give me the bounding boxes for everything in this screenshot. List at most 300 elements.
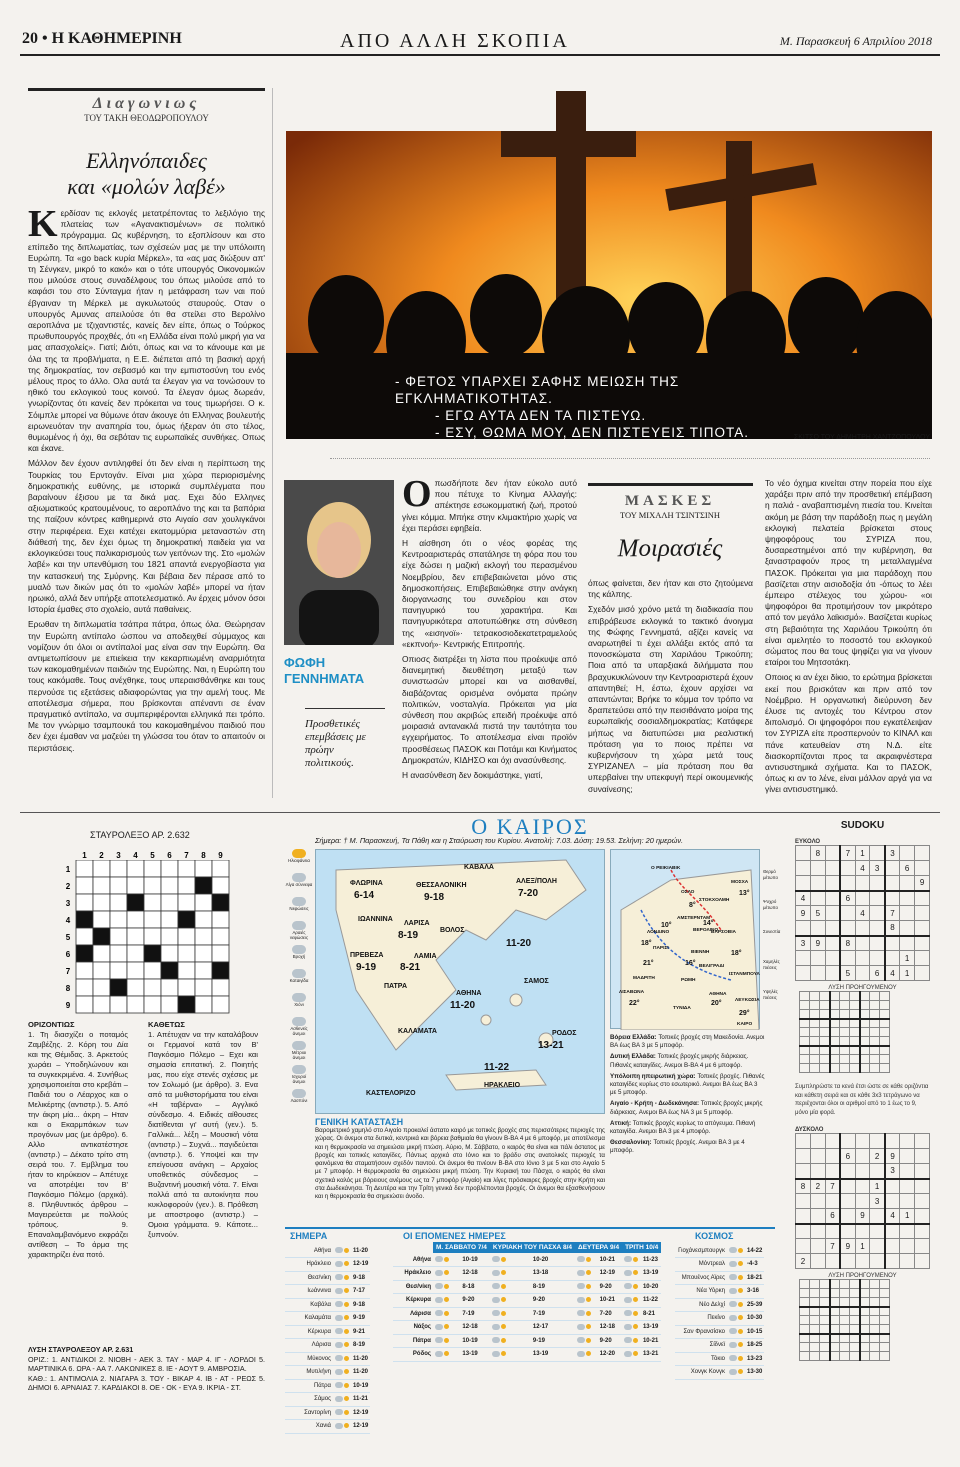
sudoku-cell[interactable] — [870, 1239, 885, 1254]
sudoku-cell[interactable] — [855, 936, 870, 951]
sudoku-cell[interactable] — [900, 876, 915, 891]
crossword-cell[interactable] — [161, 877, 178, 894]
temperature-range: 3-16 — [745, 1285, 764, 1299]
sudoku-cell[interactable]: 6 — [900, 861, 915, 876]
crossword-cell[interactable] — [144, 911, 161, 928]
masks-paragraph: Το νέο όχημα κινείται στην πορεία που είχε χαράξει πριν από την προσθετική επέμβαση η παλιά - αναβαπτισμένη πιεσία του. Κινείται ακόμη με βάση την παράδοξη πως η μεγάλη εκλογική πελατεία βρίσκεται στους ψηφοφόρους του ΣΥΡΙΖΑ που, δυσαρεστημένοι από την κυβέρνηση, θα ξαναστραφούν προς τη μεταλλαγμένα ΠΑΣΟΚ. Πρόκειται για μια παράδοχη που βασίζεται στην αισιοδοξία ότι -όπως το λέει έμπειρο στέλεχος του χώρου- «οι ψηφοφόροι θα προτιμήσουν τον μικρότερο από τον μεγάλο λαϊκισμό». Βασίζεται κυρίως στη βεβαιότητα της Χαριλάου Τρικούπη ότι είναι αμελητέο το ποσοστό του εκλογικού σώματος που θα τους ψηφίζει για να γίνουν εταίροι του Μητσοτάκη. — [765, 478, 932, 668]
sudoku-cell[interactable]: 8 — [885, 921, 900, 936]
crossword-cell[interactable] — [178, 894, 195, 911]
temperature-range: 10-21 — [598, 1253, 622, 1267]
sudoku-cell[interactable] — [855, 1179, 870, 1194]
cloud-icon — [335, 1301, 343, 1307]
sudoku-cell[interactable] — [900, 1179, 915, 1194]
sudoku-cell[interactable] — [796, 1134, 811, 1149]
sudoku-cell[interactable] — [885, 1239, 900, 1254]
sudoku-cell[interactable] — [900, 1239, 915, 1254]
sudoku-cell[interactable] — [855, 876, 870, 891]
sudoku-cell[interactable] — [810, 1164, 825, 1179]
sudoku-cell[interactable] — [810, 891, 825, 906]
front-legend-label: Ψυχρό μέτωπο — [763, 899, 778, 910]
crossword-cell[interactable] — [212, 928, 229, 945]
crossword-cell[interactable] — [161, 894, 178, 911]
sudoku-cell[interactable] — [870, 1164, 885, 1179]
sudoku-cell[interactable]: 5 — [810, 906, 825, 921]
crossword-cell[interactable] — [195, 894, 212, 911]
crossword-cell[interactable] — [212, 945, 229, 962]
crossword-cell[interactable] — [178, 962, 195, 979]
sudoku-cell[interactable]: 8 — [810, 846, 825, 861]
crossword-cell[interactable] — [76, 979, 93, 996]
crossword-cell[interactable] — [178, 860, 195, 877]
sudoku-cell[interactable]: 4 — [855, 861, 870, 876]
sudoku-cell[interactable] — [825, 846, 840, 861]
cloud-icon — [624, 1297, 632, 1303]
sudoku-cell[interactable] — [825, 906, 840, 921]
sudoku-cell[interactable] — [885, 1194, 900, 1209]
crossword-cell[interactable] — [93, 894, 110, 911]
sudoku-cell[interactable] — [825, 1194, 840, 1209]
sudoku-cell[interactable]: 6 — [825, 1209, 840, 1224]
sudoku-cell[interactable] — [915, 1164, 930, 1179]
sudoku-cell[interactable] — [855, 1194, 870, 1209]
crossword-cell[interactable] — [93, 979, 110, 996]
sudoku-cell[interactable] — [840, 1179, 855, 1194]
temperature-range: 7-19 — [531, 1307, 575, 1321]
crossword-cell[interactable] — [110, 911, 127, 928]
sudoku-cell[interactable] — [840, 1224, 855, 1239]
crossword-cell[interactable] — [110, 945, 127, 962]
crossword-cell[interactable] — [178, 928, 195, 945]
sudoku-cell[interactable] — [900, 906, 915, 921]
city-name: Καλαμάτα — [285, 1312, 333, 1326]
crossword-cell[interactable] — [161, 911, 178, 928]
sudoku-cell — [850, 992, 860, 1001]
crossword-cell[interactable] — [178, 945, 195, 962]
sudoku-cell[interactable] — [840, 876, 855, 891]
sudoku-cell[interactable] — [825, 921, 840, 936]
crossword-cell[interactable] — [110, 860, 127, 877]
regional-forecast — [610, 1073, 765, 1098]
cloud-icon — [729, 1247, 737, 1253]
sudoku-cell[interactable] — [885, 876, 900, 891]
crossword-cell[interactable] — [93, 911, 110, 928]
temperature-range: 12-18 — [460, 1267, 490, 1281]
sudoku-cell[interactable] — [915, 921, 930, 936]
sudoku-cell[interactable] — [915, 861, 930, 876]
crossword-cell[interactable] — [110, 928, 127, 945]
sudoku-cell[interactable] — [796, 1209, 811, 1224]
sudoku-cell[interactable] — [796, 951, 811, 966]
sudoku-cell[interactable] — [796, 1224, 811, 1239]
masks-paragraph: Οπιοσς διατρέξει τη λίστα που προέκυψε από διανεμητική διευθέτηση μεταξύ των συνιστωσών μπορεί και να αισθανθεί, διαβάζοντας ορισμένα ονόματα πρώην πολιτικών, νοσταλγία. Πρόκειται για μία σύνθεση που ακριβώς επειδή προέκυψε από μοιρασιά αντανακλά πιστά την ταυτότητα του εγχειρήματος. Το αποτέλεσμα είναι προϊόν προσθέσεως ΠΑΣΟΚ και Ποτάμι και Κινήματος Δημοκρατών, ΚΙΔΗΣΟ και όχι ανασύνθεσης. — [402, 654, 577, 765]
sudoku-cell[interactable] — [915, 1149, 930, 1164]
sudoku-cell[interactable] — [885, 861, 900, 876]
sudoku-cell[interactable] — [825, 1134, 840, 1149]
sudoku-cell[interactable] — [870, 951, 885, 966]
sudoku-cell[interactable] — [840, 1134, 855, 1149]
sudoku-cell[interactable] — [885, 1224, 900, 1239]
sudoku-cell[interactable] — [885, 951, 900, 966]
city-name: Πάτρα — [285, 1379, 333, 1393]
sun-icon — [344, 1261, 349, 1266]
crossword-cell[interactable] — [212, 860, 229, 877]
sudoku-cell[interactable]: 6 — [870, 966, 885, 981]
sudoku-cell[interactable] — [825, 876, 840, 891]
across-clues: 1. Τη διασχίζει ο ποταμός Ζαμβέζης. 2. Κόρη του Δία και της Θέμιδας. 3. Αρκετούς χωράει – Υποδηλώνουν και τα συγκεκριμένα. 4. Συνήθως χρησιμοποιείται στο κρεβάτι – Παιδιά του ο Λέαρχος και ο Μελικέρτης (αντιστρ.). 5. Από την άκρη μία... άκρη – Ηταν και ο Εκαρμπάκων των προγόνων μας (με άρθρο). 6. Αλλο αντικατέστησε (αντιστρ.) – Δέκατο τρίτο στη σειρά του. 7. Εμβλημα του ήταν το κηρύκειον – Απέτυχε να αποτρέψει τον Β' Παγκόσμιο Πόλεμο (αρχικά). 8. Πληθυντικός άρθρου – Μαγειρεύεται με πολλούς τρόπους. 9. Επαναλαμβανόμενο εκφράζει αντίθεση – Το άρμα της χαρακτηρίζει ένα ποτό. — [28, 1030, 128, 1259]
sudoku-cell[interactable] — [796, 846, 811, 861]
section-title: ΑΠΟ ΑΛΛΗ ΣΚΟΠΙΑ — [340, 30, 570, 52]
crossword-cell[interactable] — [212, 996, 229, 1013]
forecast-region: Δυτική Ελλάδα: — [610, 1053, 658, 1061]
sudoku-cell — [800, 1037, 810, 1046]
crossword-cell[interactable] — [144, 860, 161, 877]
map-city-label: ΒΟΛΟΣ — [440, 927, 465, 934]
sudoku-cell[interactable] — [900, 936, 915, 951]
cloud-icon — [624, 1324, 632, 1330]
sudoku-cell[interactable] — [796, 966, 811, 981]
sudoku-cell[interactable] — [810, 1254, 825, 1269]
sudoku-cell — [830, 1010, 840, 1019]
crossword-cell[interactable] — [76, 877, 93, 894]
sudoku-cell[interactable]: 1 — [855, 1239, 870, 1254]
sudoku-cell[interactable] — [855, 891, 870, 906]
crossword-cell[interactable] — [76, 860, 93, 877]
sudoku-cell — [880, 1298, 890, 1307]
sudoku-cell[interactable] — [870, 891, 885, 906]
crossword-cell[interactable] — [144, 996, 161, 1013]
crossword-cell[interactable] — [144, 894, 161, 911]
temperature-range: 11-23 — [641, 1253, 661, 1267]
column-dropcap: Κ — [28, 208, 58, 245]
cloud-icon — [435, 1351, 443, 1357]
sudoku-cell[interactable] — [840, 1164, 855, 1179]
sun-icon — [444, 1311, 449, 1316]
sudoku-cell[interactable] — [870, 921, 885, 936]
sudoku-cell — [840, 1037, 850, 1046]
sudoku-cell[interactable] — [825, 936, 840, 951]
sudoku-cell[interactable]: 4 — [855, 906, 870, 921]
sudoku-cell[interactable] — [885, 1254, 900, 1269]
table-row — [675, 1366, 764, 1380]
sudoku-cell[interactable] — [915, 951, 930, 966]
sudoku-cell[interactable] — [810, 1239, 825, 1254]
sudoku-cell[interactable] — [825, 891, 840, 906]
crossword-cell[interactable] — [212, 877, 229, 894]
sudoku-cell[interactable] — [900, 1164, 915, 1179]
crossword-cell[interactable] — [93, 996, 110, 1013]
column-author: ΤΟΥ ΤΑΚΗ ΘΕΟΔΩΡΟΠΟΥΛΟΥ — [84, 113, 209, 123]
sudoku-cell — [840, 1055, 850, 1064]
weather-legend — [285, 849, 313, 1113]
sudoku-cell[interactable] — [885, 1134, 900, 1149]
crossword-cell[interactable] — [76, 894, 93, 911]
sudoku-cell[interactable] — [900, 1254, 915, 1269]
sudoku-cell[interactable]: 6 — [840, 891, 855, 906]
sudoku-cell[interactable] — [855, 921, 870, 936]
temperature-range: 12-19 — [598, 1267, 622, 1281]
sudoku-cell[interactable] — [915, 966, 930, 981]
sun-icon — [586, 1284, 591, 1289]
sudoku-cell — [830, 1325, 840, 1334]
crossword-cell[interactable] — [212, 979, 229, 996]
sudoku-cell[interactable]: 1 — [900, 951, 915, 966]
sudoku-cell[interactable] — [810, 1224, 825, 1239]
sudoku-cell[interactable] — [870, 936, 885, 951]
temperature-range: 11-20 — [351, 1244, 370, 1258]
sudoku-cell — [850, 1064, 860, 1073]
sudoku-cell[interactable] — [810, 1194, 825, 1209]
crossword-cell[interactable] — [144, 962, 161, 979]
sudoku-cell — [820, 1037, 830, 1046]
sudoku-cell[interactable] — [825, 966, 840, 981]
sudoku-cell[interactable] — [870, 1209, 885, 1224]
sudoku-cell[interactable] — [915, 846, 930, 861]
crossword-cell[interactable] — [161, 996, 178, 1013]
sudoku-cell[interactable] — [855, 1224, 870, 1239]
crossword-cell[interactable] — [110, 894, 127, 911]
sudoku-cell[interactable]: 3 — [885, 846, 900, 861]
crossword-cell[interactable] — [195, 945, 212, 962]
crossword-cell[interactable] — [161, 979, 178, 996]
cloud-icon — [435, 1324, 443, 1330]
sudoku-cell[interactable] — [796, 876, 811, 891]
sudoku-cell[interactable] — [810, 876, 825, 891]
sudoku-cell[interactable] — [796, 861, 811, 876]
sudoku-cell[interactable] — [855, 1149, 870, 1164]
sudoku-cell[interactable] — [870, 1134, 885, 1149]
sudoku-cell[interactable] — [825, 951, 840, 966]
sudoku-cell[interactable]: 3 — [885, 1164, 900, 1179]
crossword-cell[interactable] — [178, 979, 195, 996]
sudoku-cell — [860, 1037, 870, 1046]
sudoku-cell[interactable] — [810, 1149, 825, 1164]
sudoku-cell[interactable] — [870, 876, 885, 891]
crossword-cell[interactable] — [195, 911, 212, 928]
sudoku-cell[interactable]: 1 — [900, 1209, 915, 1224]
sudoku-cell[interactable] — [855, 1254, 870, 1269]
crossword-cell[interactable] — [110, 996, 127, 1013]
crossword-cell[interactable] — [161, 928, 178, 945]
sudoku-cell[interactable] — [900, 846, 915, 861]
sudoku-cell[interactable]: 8 — [840, 936, 855, 951]
sudoku-cell[interactable]: 9 — [840, 1239, 855, 1254]
sudoku-cell — [840, 1046, 850, 1055]
sudoku-cell[interactable]: 3 — [796, 936, 811, 951]
sudoku-cell[interactable]: 9 — [855, 1209, 870, 1224]
sun-icon — [586, 1311, 591, 1316]
crossword-cell[interactable] — [144, 928, 161, 945]
sudoku-cell[interactable] — [870, 1254, 885, 1269]
sudoku-cell — [840, 1019, 850, 1028]
sudoku-cell[interactable] — [840, 1209, 855, 1224]
sudoku-cell[interactable] — [900, 1149, 915, 1164]
sudoku-cell[interactable]: 4 — [796, 891, 811, 906]
sudoku-cell[interactable]: 7 — [840, 846, 855, 861]
crossword-black-cell — [76, 945, 93, 962]
sun-icon — [444, 1270, 449, 1275]
sudoku-cell[interactable] — [825, 1164, 840, 1179]
sudoku-cell[interactable] — [796, 1164, 811, 1179]
crossword-cell[interactable] — [127, 945, 144, 962]
sun-icon — [633, 1284, 638, 1289]
sudoku-cell[interactable]: 5 — [840, 966, 855, 981]
crossword-cell[interactable] — [93, 962, 110, 979]
sudoku-cell[interactable]: 9 — [796, 906, 811, 921]
crossword-cell[interactable] — [195, 979, 212, 996]
sudoku-cell[interactable]: 4 — [885, 1209, 900, 1224]
sudoku-cell[interactable] — [840, 1194, 855, 1209]
masks-paragraph: όπως φαίνεται, δεν ήταν και στο ζητούμενα της κάλπης. — [588, 578, 753, 600]
temperature-range: 13-19 — [641, 1267, 661, 1281]
map-city-label: ΙΣΤΑΝΜΠΟΥΛ — [729, 972, 760, 977]
column-paragraph: Μάλλον δεν έχουν αντιληφθεί ότι δεν είναι η περίπτωση της Τουρκίας του Ερντογάν. Είναι μια χώρα περιορισμένης δημοκρατικής ευθύνης, με ιστορικά συμπλέγματα που βαραίνουν έξισου με τα δικά μας. Εχει δύο Ελληνες αξιωματικούς κρατουμένους, το αεροπλάνο της και τα βαπόρια της παίζουν κόντρες καθημερινά στο Αιγαίο σαν χουλιγκάνοι στην περιφέρεια. Εχει κατέχει εκατομμύρια μεταναστών στη διάθεσή της, δεν έχει όμως τη δημοκρατική παιδεία για να εκλογικεύσει τους παλικαρισμούς των γειτόνων της. Στο «μολών λαβέ» και την υπενθύμιση του 1821 απαντά ενεργοβίαστα για την κατασκευή της Σμύρνης. Και βέβαια δεν πέρασε από το μυαλό των δικών μας ότι το «μολών λαβέ» μπορεί να ήταν ηρωικό, αλλά δεν υπήρξε αποτελεσματικό. Αν έρχεις μόνον όσοι Ιστορία έμαθες στο σχολείο, αυτά παθαίνεις. — [28, 458, 265, 615]
sudoku-cell[interactable] — [840, 1254, 855, 1269]
sudoku-cell[interactable] — [915, 1194, 930, 1209]
sudoku-cell[interactable] — [825, 1149, 840, 1164]
sudoku-cell[interactable] — [900, 891, 915, 906]
sudoku-cell[interactable] — [885, 936, 900, 951]
sudoku-cell[interactable] — [810, 921, 825, 936]
sudoku-cell[interactable] — [855, 951, 870, 966]
sudoku-cell[interactable] — [870, 1224, 885, 1239]
sudoku-cell[interactable] — [870, 846, 885, 861]
sudoku-cell[interactable] — [855, 1164, 870, 1179]
crossword-cell[interactable] — [161, 945, 178, 962]
crossword-cell[interactable] — [195, 996, 212, 1013]
sudoku-cell[interactable] — [915, 1239, 930, 1254]
sudoku-cell[interactable]: 3 — [870, 861, 885, 876]
weather-icon — [292, 897, 306, 906]
sudoku-cell[interactable]: 1 — [870, 1179, 885, 1194]
sudoku-prev-solution — [799, 1279, 890, 1361]
city-name: Ιωάννινα — [285, 1285, 333, 1299]
crossword-cell[interactable] — [127, 928, 144, 945]
sudoku-cell[interactable]: 4 — [885, 966, 900, 981]
sudoku-cell[interactable] — [885, 891, 900, 906]
crossword-cell[interactable] — [76, 928, 93, 945]
tables-rule — [285, 1227, 775, 1229]
sudoku-cell[interactable] — [900, 921, 915, 936]
sudoku-cell[interactable] — [840, 906, 855, 921]
city-name: Πεκίνο — [675, 1312, 727, 1326]
sudoku-cell[interactable]: 9 — [915, 876, 930, 891]
sudoku-cell[interactable] — [825, 861, 840, 876]
sudoku-cell — [860, 1046, 870, 1055]
crossword-black-cell — [144, 945, 161, 962]
sudoku-cell[interactable] — [825, 1254, 840, 1269]
sudoku-cell[interactable]: 7 — [885, 906, 900, 921]
sudoku-cell[interactable] — [810, 951, 825, 966]
sudoku-cell[interactable] — [900, 1134, 915, 1149]
sudoku-cell[interactable]: 1 — [855, 846, 870, 861]
sudoku-cell[interactable] — [855, 1134, 870, 1149]
sudoku-cell[interactable] — [915, 891, 930, 906]
sudoku-cell[interactable] — [840, 951, 855, 966]
sudoku-cell[interactable]: 8 — [796, 1179, 811, 1194]
sudoku-cell[interactable] — [885, 1179, 900, 1194]
front-legend-label: Χαμηλές πιέσεις — [763, 959, 780, 970]
sudoku-cell[interactable]: 3 — [870, 1194, 885, 1209]
sudoku-cell[interactable] — [915, 906, 930, 921]
sudoku-cell[interactable]: 7 — [825, 1239, 840, 1254]
sudoku-cell[interactable] — [915, 1134, 930, 1149]
cloud-icon — [577, 1256, 585, 1262]
sudoku-cell[interactable] — [796, 1149, 811, 1164]
crossword-cell[interactable] — [212, 911, 229, 928]
sudoku-cell — [820, 1055, 830, 1064]
sudoku-cell[interactable] — [840, 921, 855, 936]
sudoku-cell[interactable] — [810, 1134, 825, 1149]
crossword-cell[interactable] — [127, 877, 144, 894]
sudoku-cell[interactable]: 2 — [810, 1179, 825, 1194]
crossword-cell[interactable] — [178, 877, 195, 894]
crossword-cell[interactable] — [76, 962, 93, 979]
sudoku-cell[interactable] — [796, 1239, 811, 1254]
sudoku-cell[interactable] — [915, 1224, 930, 1239]
crossword-cell[interactable] — [110, 962, 127, 979]
sudoku-cell[interactable] — [825, 1224, 840, 1239]
sudoku-cell — [870, 1280, 880, 1289]
sudoku-cell[interactable]: 6 — [840, 1149, 855, 1164]
sudoku-cell[interactable]: 9 — [810, 936, 825, 951]
sudoku-cell[interactable] — [796, 1194, 811, 1209]
sudoku-cell[interactable] — [915, 936, 930, 951]
temperature-range: 8-18 — [460, 1280, 490, 1294]
sudoku-cell[interactable] — [915, 1254, 930, 1269]
crossword-cell[interactable] — [127, 979, 144, 996]
crossword-cell[interactable] — [110, 877, 127, 894]
sudoku-cell[interactable] — [900, 1224, 915, 1239]
sudoku-cell[interactable] — [840, 861, 855, 876]
crossword-cell[interactable] — [76, 996, 93, 1013]
crossword-cell[interactable] — [195, 860, 212, 877]
crossword-cell[interactable] — [144, 979, 161, 996]
sudoku-cell[interactable]: 2 — [796, 1254, 811, 1269]
temperature-range: 7-19 — [460, 1307, 490, 1321]
sudoku-cell[interactable]: 1 — [900, 966, 915, 981]
sudoku-cell[interactable] — [796, 921, 811, 936]
sudoku-cell[interactable] — [870, 906, 885, 921]
sudoku-cell — [860, 992, 870, 1001]
crossword-cell[interactable] — [127, 996, 144, 1013]
crossword-cell[interactable] — [195, 962, 212, 979]
crossword-cell[interactable] — [93, 860, 110, 877]
sudoku-cell — [820, 1343, 830, 1352]
next-days-table — [393, 1242, 661, 1362]
sudoku-cell[interactable] — [810, 1209, 825, 1224]
crossword-cell[interactable] — [144, 877, 161, 894]
sudoku-cell[interactable] — [810, 966, 825, 981]
sudoku-cell[interactable] — [915, 1179, 930, 1194]
sudoku-cell[interactable]: 7 — [825, 1179, 840, 1194]
crossword-cell[interactable] — [93, 877, 110, 894]
map-city-label: ΘΕΣΣΑΛΟΝΙΚΗ — [416, 882, 467, 889]
sudoku-cell[interactable] — [915, 1209, 930, 1224]
sudoku-cell — [870, 1352, 880, 1361]
crossword-cell[interactable] — [93, 945, 110, 962]
crossword-cell[interactable] — [127, 911, 144, 928]
sudoku-cell[interactable] — [900, 1194, 915, 1209]
sudoku-cell[interactable] — [855, 966, 870, 981]
sudoku-cell[interactable] — [810, 861, 825, 876]
crossword-cell[interactable] — [195, 928, 212, 945]
crossword-cell[interactable] — [161, 860, 178, 877]
crossword-cell[interactable] — [127, 962, 144, 979]
sudoku-cell[interactable]: 2 — [870, 1149, 885, 1164]
sudoku-cell — [840, 1028, 850, 1037]
sudoku-cell[interactable]: 9 — [885, 1149, 900, 1164]
crossword-cell[interactable] — [127, 860, 144, 877]
